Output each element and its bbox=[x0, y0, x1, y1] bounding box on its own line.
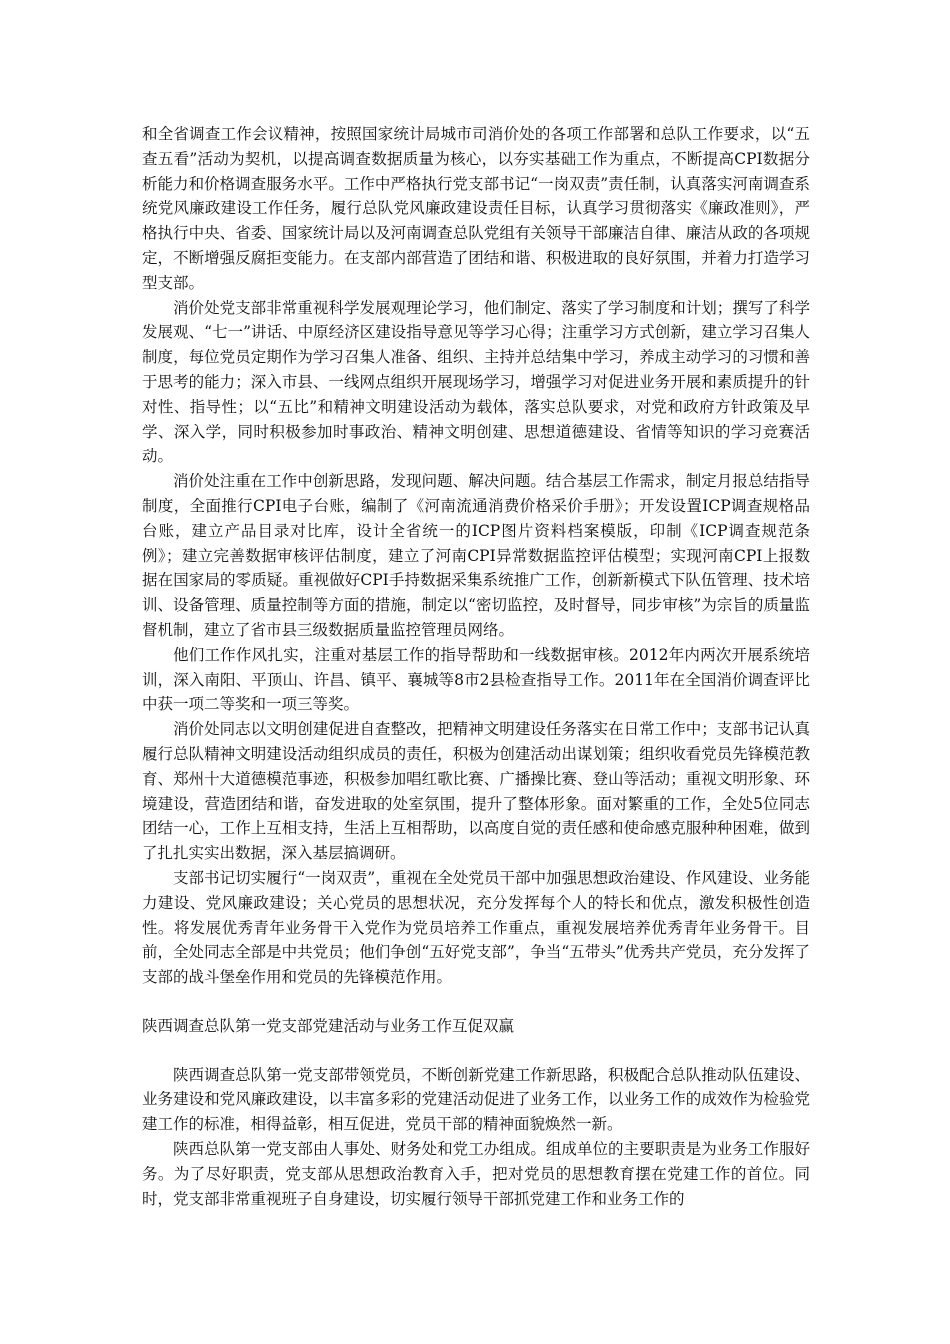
section-heading: 陕西调查总队第一党支部党建活动与业务工作互促双赢 bbox=[142, 1016, 515, 1035]
paragraph: 消价处党支部非常重视科学发展观理论学习，他们制定、落实了学习制度和计划；撰写了科学发展观、“七一”讲话、中原经济区建设指导意见等学习心得；注重学习方式创新，建立学习召集人制度，每位党员定期作为学习召集人准备、组织、主持并总结集中学习，养成主动学习的习惯和善于思考的能力；深入市县、一线网点组织开展现场学习，增强学习对促进业务开展和素质提升的针对性、指导性；以“五比”和精神文明建设活动为载体，落实总队要求，对党和政府方针政策及早学、深入学，同时积极参加时事政治、精神文明创建、思想道德建设、省情等知识的学习竞赛活动。 bbox=[142, 298, 810, 466]
paragraph: 陕西总队第一党支部由人事处、财务处和党工办组成。组成单位的主要职责是为业务工作服好务。为了尽好职责，党支部从思想政治教育入手，把对党员的思想教育摆在党建工作的首位。同时，党支部非常重视班子自身建设，切实履行领导干部抓党建工作和业务工作的 bbox=[142, 1140, 810, 1208]
paragraph: 和全省调查工作会议精神，按照国家统计局城市司消价处的各项工作部署和总队工作要求，以“五查五看”活动为契机，以提高调查数据质量为核心，以夯实基础工作为重点，不断提高CPI数据分析能力和价格调查服务水平。工作中严格执行党支部书记“一岗双责”责任制，认真落实河南调查系统党风廉政建设工作任务，履行总队党风廉政建设责任目标，认真学习贯彻落实《廉政准则》，严格执行中央、省委、国家统计局以及河南调查总队党组有关领导干部廉洁自律、廉洁从政的各项规定，不断增强反腐拒变能力。在支部内部营造了团结和谐、积极进取的良好氛围，并着力打造学习型支部。 bbox=[142, 125, 810, 292]
paragraph: 他们工作作风扎实，注重对基层工作的指导帮助和一线数据审核。2012年内两次开展系统培训，深入南阳、平顶山、许昌、镇平、襄城等8市2县检查指导工作。2011年在全国消价调查评比中获一项二等奖和一项三等奖。 bbox=[142, 645, 810, 714]
paragraph: 消价处注重在工作中创新思路，发现问题、解决问题。结合基层工作需求，制定月报总结指导制度，全面推行CPI电子台账，编制了《河南流通消费价格采价手册》；开发设置ICP调查规格品台账，建立产品目录对比库，设计全省统一的ICP图片资料档案模版，印制《ICP调查规范条例》；建立完善数据审核评估制度，建立了河南CPI异常数据监控评估模型；实现河南CPI上报数据在国家局的零质疑。重视做好CPI手持数据采集系统推广工作，创新新模式下队伍管理、技术培训、设备管理、质量控制等方面的措施，制定以“密切监控，及时督导，同步审核”为宗旨的质量监督机制，建立了省市县三级数据质量监控管理员网络。 bbox=[142, 472, 810, 639]
paragraph: 消价处同志以文明创建促进自查整改，把精神文明建设任务落实在日常工作中；支部书记认真履行总队精神文明建设活动组织成员的责任，积极为创建活动出谋划策；组织收看党员先锋模范教育、郑州十大道德模范事迹，积极参加唱红歌比赛、广播操比赛、登山等活动；重视文明形象、环境建设，营造团结和谐，奋发进取的处室氛围，提升了整体形象。面对繁重的工作，全处5位同志团结一心，工作上互相支持，生活上互相帮助，以高度自觉的责任感和使命感克服种种困难，做到了扎扎实实出数据，深入基层搞调研。 bbox=[142, 720, 810, 863]
paragraph: 陕西调查总队第一党支部带领党员，不断创新党建工作新思路，积极配合总队推动队伍建设、业务建设和党风廉政建设，以丰富多彩的党建活动促进了业务工作，以业务工作的成效作为检验党建工作的标准，相得益彰，相互促进，党员干部的精神面貌焕然一新。 bbox=[142, 1065, 810, 1134]
document-body bbox=[142, 122, 810, 1211]
paragraph: 支部书记切实履行“一岗双责”，重视在全处党员干部中加强思想政治建设、作风建设、业务能力建设、党风廉政建设；关心党员的思想状况，充分发挥每个人的特长和优点，激发积极性创造性。将发展优秀青年业务骨干入党作为党员培养工作重点，重视发展培养优秀青年业务骨干。目前，全处同志全部是中共党员；他们争创“五好党支部”，争当“五带头”优秀共产党员，充分发挥了支部的战斗堡垒作用和党员的先锋模范作用。 bbox=[142, 868, 810, 987]
